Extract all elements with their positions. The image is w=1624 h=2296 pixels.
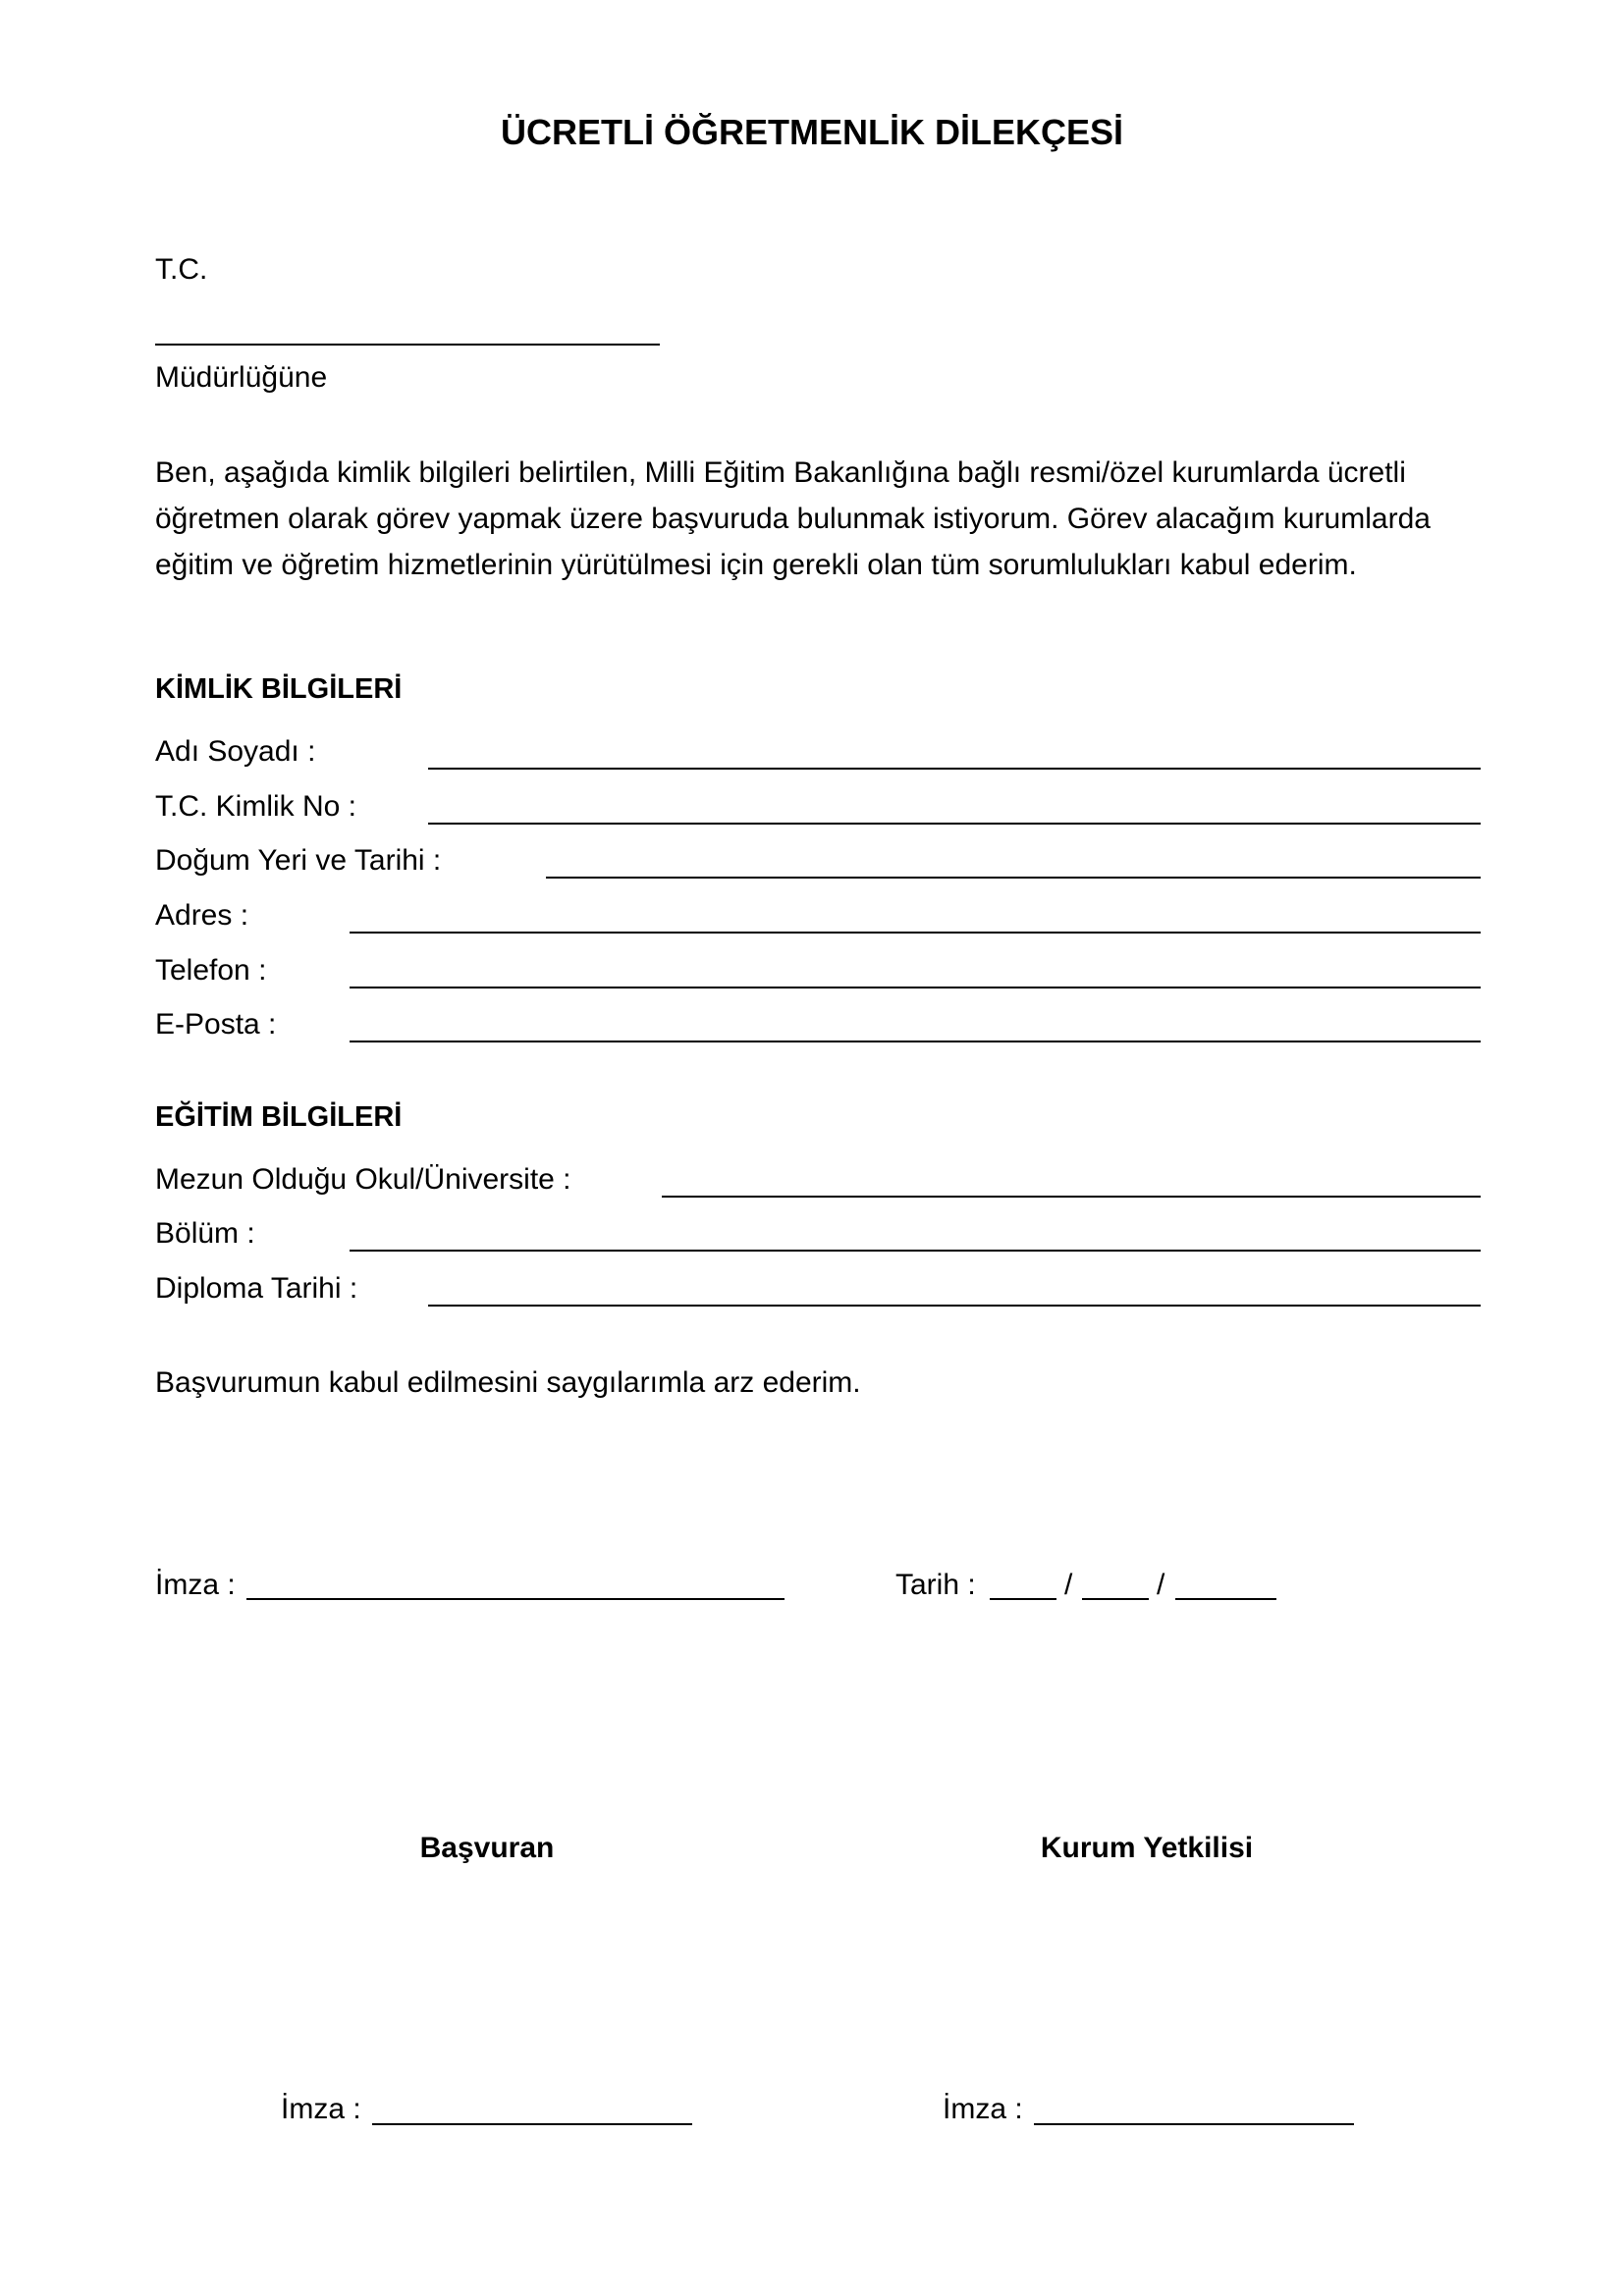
tc-label: T.C.: [155, 253, 208, 286]
field-input-school[interactable]: [662, 1196, 1481, 1198]
identity-section-heading: KİMLİK BİLGİLERİ: [155, 673, 403, 705]
field-label-address: Adres :: [155, 899, 249, 932]
field-input-name[interactable]: [428, 768, 1481, 770]
field-input-email[interactable]: [350, 1041, 1481, 1042]
date-day-blank[interactable]: [990, 1598, 1056, 1600]
date-year-blank[interactable]: [1175, 1598, 1276, 1600]
field-input-department[interactable]: [350, 1250, 1481, 1252]
field-label-phone: Telefon :: [155, 954, 267, 987]
petition-body-line: eğitim ve öğretim hizmetlerinin yürütülmesi için gerekli olan tüm sorumlulukları kabul ederim.: [155, 549, 1357, 581]
date-month-blank[interactable]: [1082, 1598, 1149, 1600]
petition-body-line: Ben, aşağıda kimlik bilgileri belirtilen, Milli Eğitim Bakanlığına bağlı resmi/özel kurumlarda ücretli: [155, 456, 1406, 489]
field-input-phone[interactable]: [350, 987, 1481, 988]
date-label: Tarih :: [895, 1569, 976, 1601]
institution-name-blank[interactable]: [155, 344, 660, 346]
field-label-school: Mezun Olduğu Okul/Üniversite :: [155, 1163, 571, 1196]
authority-heading: Kurum Yetkilisi: [1040, 1832, 1254, 1864]
field-input-birth[interactable]: [546, 877, 1481, 879]
field-input-diploma-date[interactable]: [428, 1305, 1481, 1307]
field-label-department: Bölüm :: [155, 1217, 255, 1250]
closing-statement: Başvurumun kabul edilmesini saygılarımla arz ederim.: [155, 1366, 861, 1399]
signature-blank[interactable]: [246, 1598, 785, 1600]
document-title: ÜCRETLİ ÖĞRETMENLİK DİLEKÇESİ: [500, 112, 1123, 152]
applicant-signature-label: İmza :: [281, 2093, 361, 2125]
petition-body-line: öğretmen olarak görev yapmak üzere başvuruda bulunmak istiyorum. Görev alacağım kurumlarda: [155, 503, 1431, 535]
field-label-tc-no: T.C. Kimlik No :: [155, 790, 357, 823]
field-label-diploma-date: Diploma Tarihi :: [155, 1272, 358, 1305]
date-separator: /: [1064, 1569, 1073, 1601]
signature-label: İmza :: [155, 1569, 236, 1601]
authority-signature-blank[interactable]: [1034, 2123, 1354, 2125]
field-label-email: E-Posta :: [155, 1008, 277, 1041]
authority-signature-label: İmza :: [943, 2093, 1023, 2125]
education-section-heading: EĞİTİM BİLGİLERİ: [155, 1101, 403, 1133]
addressee-label: Müdürlüğüne: [155, 361, 328, 394]
applicant-signature-blank[interactable]: [372, 2123, 692, 2125]
date-separator: /: [1157, 1569, 1165, 1601]
field-label-birth: Doğum Yeri ve Tarihi :: [155, 844, 442, 877]
petition-body: [155, 450, 1530, 588]
applicant-heading: Başvuran: [419, 1832, 555, 1864]
field-input-tc-no[interactable]: [428, 823, 1481, 825]
field-input-address[interactable]: [350, 932, 1481, 934]
field-label-name: Adı Soyadı :: [155, 735, 316, 768]
